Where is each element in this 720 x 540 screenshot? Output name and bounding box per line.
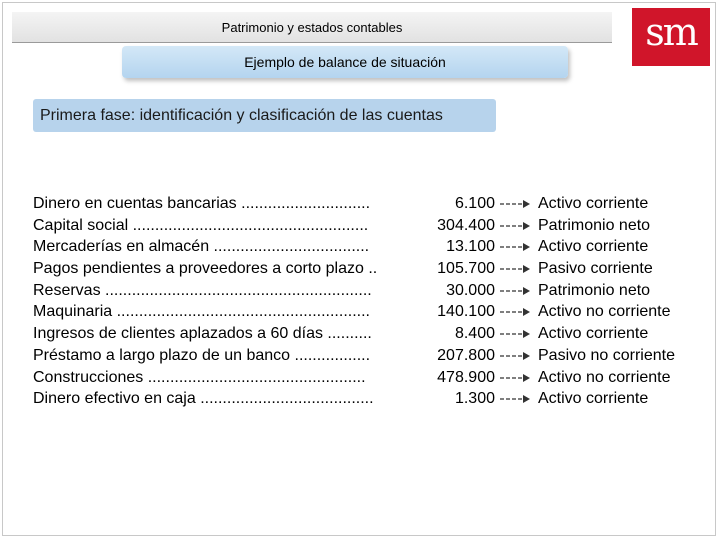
- account-name: Pagos pendientes a proveedores a corto plazo ..: [33, 260, 378, 278]
- account-name: Construcciones .................................................: [33, 368, 366, 386]
- account-amount: 13.100: [446, 238, 495, 256]
- account-name: Ingresos de clientes aplazados a 60 días ..........: [33, 325, 372, 343]
- account-name: Dinero en cuentas bancarias .............................: [33, 195, 371, 212]
- subtitle-text: Ejemplo de balance de situación: [244, 54, 446, 70]
- ledger-row: [33, 390, 703, 412]
- ledger-row: [33, 347, 703, 369]
- dashed-arrow-right-icon: [499, 197, 531, 211]
- header-title: Patrimonio y estados contables: [221, 20, 403, 35]
- account-classification: Activo corriente: [538, 238, 649, 256]
- ledger-row: [33, 260, 703, 282]
- account-classification: Patrimonio neto: [538, 281, 651, 299]
- phase-box: [33, 99, 496, 132]
- dashed-arrow-right-icon: [499, 305, 531, 319]
- dashed-arrow-right-icon: [499, 240, 531, 254]
- ledger-row: [33, 282, 703, 304]
- account-classification: Pasivo no corriente: [538, 346, 675, 364]
- subtitle-box: [122, 46, 568, 78]
- account-name: Dinero efectivo en caja .......................................: [33, 390, 374, 408]
- dashed-arrow-right-icon: [499, 349, 531, 363]
- dashed-arrow-right-icon: [499, 327, 531, 341]
- account-classification: Pasivo corriente: [538, 260, 653, 278]
- header-bar: [12, 12, 612, 43]
- account-classification: Activo corriente: [538, 325, 649, 343]
- account-amount: 1.300: [454, 390, 495, 408]
- sm-logo: [632, 8, 710, 66]
- dashed-arrow-right-icon: [499, 284, 531, 298]
- account-amount: 140.100: [437, 303, 495, 321]
- account-amount: 8.400: [454, 325, 495, 343]
- account-name: Préstamo a largo plazo de un banco .................: [33, 346, 371, 364]
- account-classification: Activo no corriente: [538, 368, 671, 386]
- account-amount: 207.800: [437, 346, 495, 364]
- ledger-row: [33, 303, 703, 325]
- ledger-row: [33, 369, 703, 391]
- account-amount: 30.000: [446, 281, 495, 299]
- dashed-arrow-right-icon: [499, 262, 531, 276]
- account-name: Mercaderías en almacén ...................................: [33, 238, 370, 256]
- logo-text: sm: [645, 10, 697, 54]
- account-name: Capital social .....................................................: [33, 216, 369, 234]
- ledger-list: [33, 195, 703, 412]
- account-amount: 304.400: [437, 216, 495, 234]
- account-name: Maquinaria .........................................................: [33, 303, 370, 321]
- account-amount: 105.700: [437, 260, 495, 278]
- account-amount: 6.100: [454, 195, 495, 212]
- account-name: Reservas ............................................................: [33, 281, 372, 299]
- dashed-arrow-right-icon: [499, 219, 531, 233]
- dashed-arrow-right-icon: [499, 392, 531, 406]
- account-classification: Activo corriente: [538, 390, 649, 408]
- account-classification: Activo corriente: [538, 195, 649, 212]
- ledger-row: [33, 217, 703, 239]
- ledger-row: [33, 325, 703, 347]
- ledger-row: [33, 195, 703, 217]
- account-classification: Activo no corriente: [538, 303, 671, 321]
- dashed-arrow-right-icon: [499, 371, 531, 385]
- account-amount: 478.900: [437, 368, 495, 386]
- phase-text: Primera fase: identificación y clasificación de las cuentas: [40, 107, 443, 124]
- account-classification: Patrimonio neto: [538, 216, 651, 234]
- ledger-row: [33, 238, 703, 260]
